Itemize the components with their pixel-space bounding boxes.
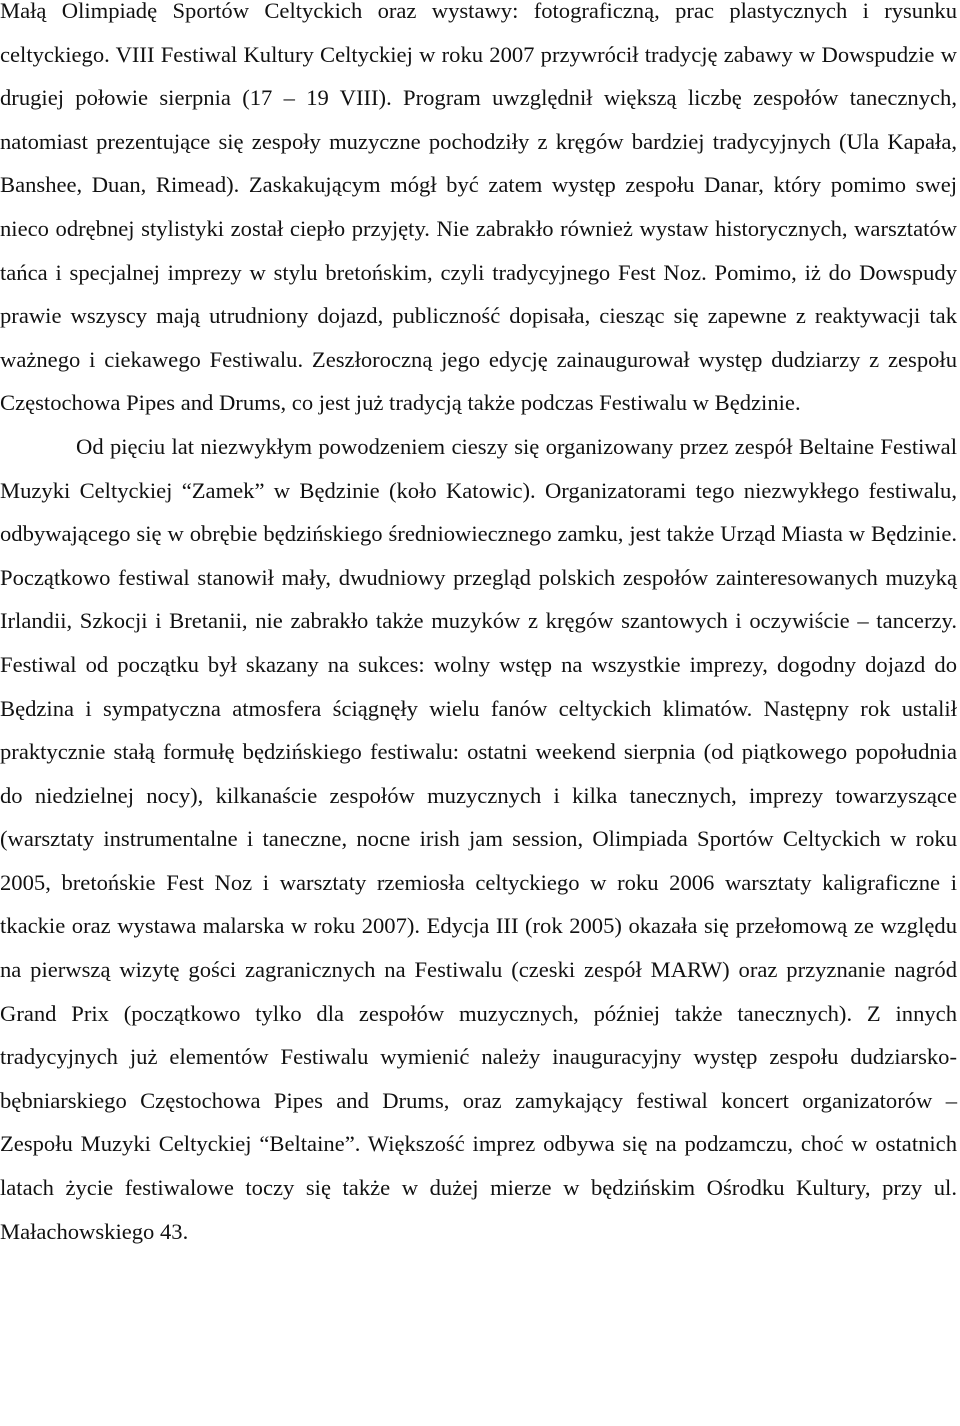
paragraph-bedzin-festival: Od pięciu lat niezwykłym powodzeniem cieszy się organizowany przez zespół Beltaine Festiwal Muzyki Celtyckiej “Zamek” w Będzinie (koło Katowic). Organizatorami tego niezwykłego festiwalu, odbywającego się w obrębie będzińskiego średniowiecznego zamku, jest także Urząd Miasta w Będzinie. Początkowo festiwal stanowił mały, dwudniowy przegląd polskich zespołów zainteresowanych muzyką Irlandii, Szkocji i Bretanii, nie zabrakło także muzyków z kręgów szantowych i oczywiście – tancerzy. Festiwal od początku był skazany na sukces: wolny wstęp na wszystkie imprezy, dogodny dojazd do Będzina i sympatyczna atmosfera ściągnęły wielu fanów celtyckich klimatów. Następny rok ustalił praktycznie stałą formułę będzińskiego festiwalu: ostatni weekend sierpnia (od piątkowego popołudnia do niedzielnej nocy), kilkanaście zespołów muzycznych i kilka tanecznych, imprezy towarzyszące (warsztaty instrumentalne i taneczne, nocne irish jam session, Olimpiada Sportów Celtyckich w roku 2005, bretońskie Fest Noz i warsztaty rzemiosła celtyckiego w roku 2006 warsztaty kaligraficzne i tkackie oraz wystawa malarska w roku 2007). Edycja III (rok 2005) okazała się przełomową ze względu na pierwszą wizytę gości zagranicznych na Festiwalu (czeski zespół MARW) oraz przyznanie nagród Grand Prix (początkowo tylko dla zespołów muzycznych, później także tanecznych). Z innych tradycyjnych już elementów Festiwalu wymienić należy inauguracyjny występ zespołu dudziarsko-bębniarskiego Częstochowa Pipes and Drums, oraz zamykający festiwal koncert organizatorów – Zespołu Muzyki Celtyckiej “Beltaine”. Większość imprez odbywa się na podzamczu, choć w ostatnich latach życie festiwalowe toczy się także w dużej mierze w będzińskim Ośrodku Kultury, przy ul. Małachowskiego 43. bbox=[0, 433, 957, 1244]
paragraph-dowspuda-festival: Małą Olimpiadę Sportów Celtyckich oraz wystawy: fotograficzną, prac plastycznych i rysunku celtyckiego. VIII Festiwal Kultury Celtyckiej w roku 2007 przywrócił tradycję zabawy w Dowspudzie w drugiej połowie sierpnia (17 – 19 VIII). Program uwzględnił większą liczbę zespołów tanecznych, natomiast prezentujące się zespoły muzyczne pochodziły z kręgów bardziej tradycyjnych (Ula Kapała, Banshee, Duan, Rimead). Zaskakującym mógł być zatem występ zespołu Danar, który pomimo swej nieco odrębnej stylistyki został ciepło przyjęty. Nie zabrakło również wystaw historycznych, warsztatów tańca i specjalnej imprezy w stylu bretońskim, czyli tradycyjnego Fest Noz. Pomimo, iż do Dowspudy prawie wszyscy mają utrudniony dojazd, publiczność dopisała, ciesząc się zapewne z reaktywacji tak ważnego i ciekawego Festiwalu. Zeszłoroczną jego edycję zainaugurował występ dudziarzy z zespołu Częstochowa Pipes and Drums, co jest już tradycją także podczas Festiwalu w Będzinie. bbox=[0, 0, 957, 416]
